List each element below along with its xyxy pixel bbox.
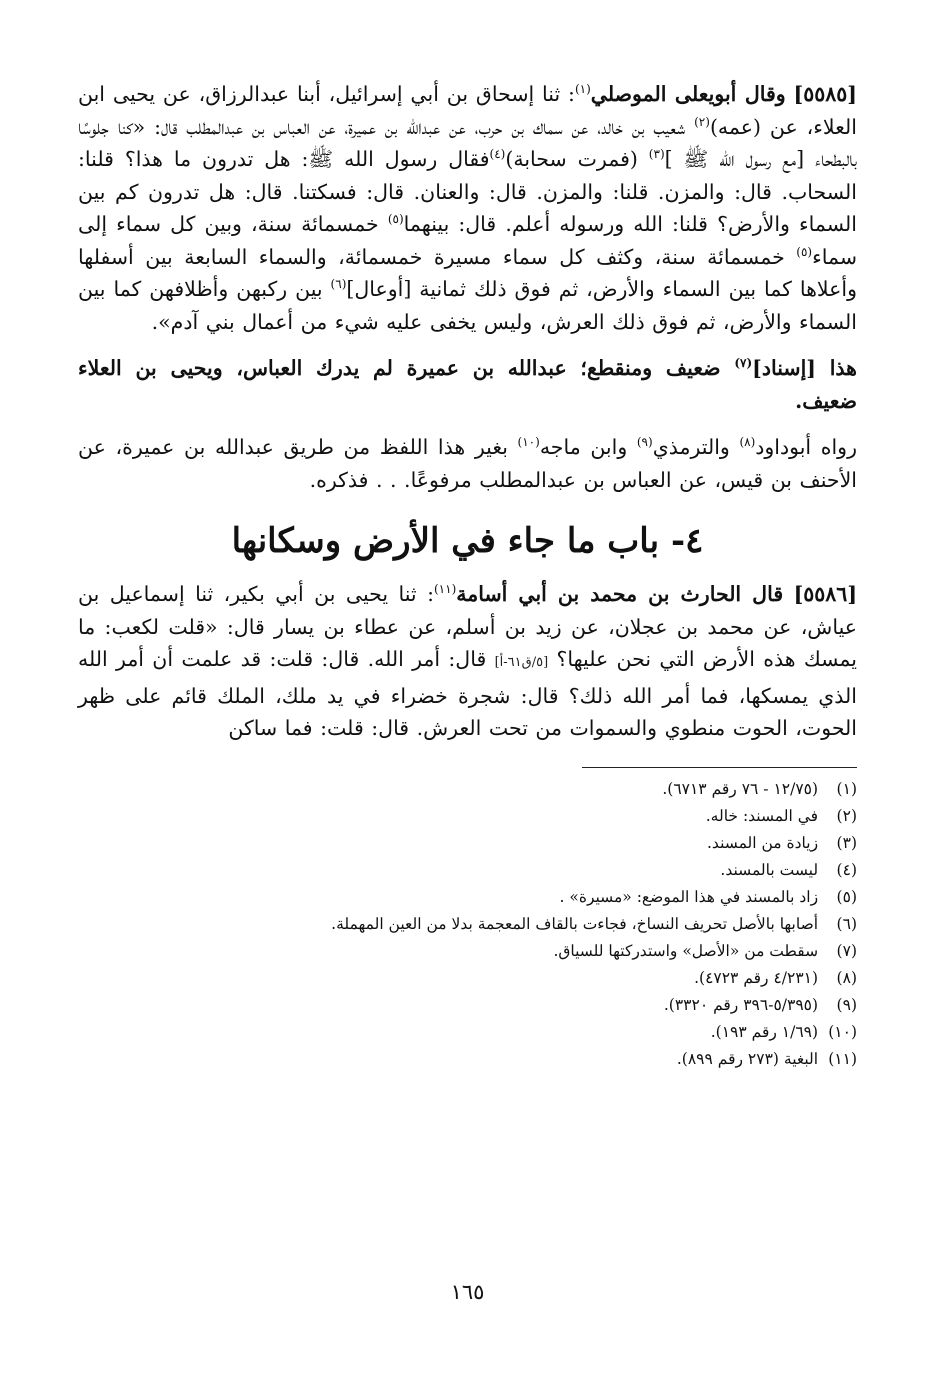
footnote-item: [78, 830, 857, 857]
footnote-ref[interactable]: (٥): [796, 244, 813, 259]
footnote-number: (١٠): [828, 1022, 857, 1041]
footnote-number: (٦): [836, 914, 857, 933]
footnote-item: [78, 911, 857, 938]
takhrij-text: بغير هذا اللفظ من طريق عبدالله بن عميرة، عن الأحنف بن قيس، عن العباس بن عبدالمطلب مرفوعًا. . . فذكره.: [78, 435, 857, 492]
footnote-ref[interactable]: (٣): [648, 147, 665, 162]
hadith-text: خمسمائة سنة، وكثف كل سماء مسيرة خمسمائة، والسماء السابعة بين أسفلها وأعلاها كما بين السماء والأرض، ثم فوق ذلك ثمانية [أوعال]: [78, 244, 857, 301]
takhrij-text: وابن ماجه: [539, 435, 637, 459]
footnote-text: في المسند: خاله.: [705, 806, 819, 825]
footnote-number: (٧): [836, 941, 857, 960]
footnote-text: زيادة من المسند.: [707, 833, 819, 852]
footnote-ref[interactable]: (٢): [694, 114, 710, 129]
takhrij-text: والترمذي: [652, 435, 740, 459]
narrator-lead: وقال أبويعلى الموصلي: [590, 82, 786, 106]
page-number: ١٦٥: [450, 1280, 485, 1304]
hadith-text: بين ركبهن وأظلافهن كما بين السماء والأرض، ثم فوق ذلك العرش، وليس يخفى عليه شيء من أعمال بني آدم».: [78, 277, 857, 334]
hadith-text: قال: أمر الله. قال: قلت: قد علمت أن أمر الله الذي يمسكها، فما أمر الله ذلك؟ قال: شجرة خضراء في يد ملك، الملك قائم على ظهر الحوت، الحوت منطوي والسموات من تحت العرش. قال: قلت: فما ساكن: [78, 647, 857, 740]
hadith-number: [٥٥٨٥]: [793, 82, 857, 106]
hadith-text: (فمرت سحابة): [505, 147, 649, 171]
footnotes-list: [78, 776, 857, 1073]
hadith-text: : ثنا يحيى بن أبي بكير، ثنا إسماعيل بن عياش، عن محمد بن عجلان، عن زيد بن أسلم، عن عطاء بن يسار قال: «قلت لكعب: ما يمسك هذه الأرض التي نحن عليها؟: [78, 582, 857, 671]
footnote-ref[interactable]: (٥): [387, 212, 404, 227]
assessment-text: هذا [إسناد]: [752, 356, 857, 380]
assessment-text: ضعيف ومنقطع؛ عبدالله بن عميرة لم يدرك العباس، ويحيى بن العلاء ضعيف.: [78, 356, 857, 413]
narrator-lead: قال الحارث بن محمد بن أبي أسامة: [456, 582, 784, 606]
footnote-number: (٤): [836, 860, 857, 879]
footnote-text: سقطت من «الأصل» واستدركتها للسياق.: [553, 941, 819, 960]
takhrij-text: رواه أبوداود: [755, 435, 857, 459]
footnote-text: زاد بالمسند في هذا الموضع: «مسيرة» .: [559, 887, 819, 906]
footnote-number: (٣): [836, 833, 857, 852]
footnote-item: [78, 1019, 857, 1046]
footnote-item: [78, 803, 857, 830]
footnote-number: (١١): [828, 1049, 857, 1068]
footnote-item: [78, 965, 857, 992]
footnote-text: ليست بالمسند.: [720, 860, 819, 879]
footnote-ref[interactable]: (١٠): [517, 435, 540, 450]
hadith-5585: [78, 78, 857, 338]
footnote-separator: [582, 767, 857, 768]
footnote-item: [78, 992, 857, 1019]
hadith-text: شعيب بن خالد، عن سماك بن حرب، عن عبدالله بن عميرة، عن العباس بن عبدالمطلب قال: «كنا جلوسًا بالبطحاء [مع رسول الله ﷺ ]: [78, 114, 857, 171]
footnote-text: البغية (٢٧٣ رقم ٨٩٩).: [676, 1049, 819, 1068]
chapter-heading: ٤- باب ما جاء في الأرض وسكانها: [231, 521, 704, 561]
footnote-ref[interactable]: (٦): [330, 277, 347, 292]
footnote-item: [78, 776, 857, 803]
footnote-item: [78, 857, 857, 884]
hadith-number: [٥٥٨٦]: [793, 582, 858, 606]
footnote-text: (١/٦٩ رقم ١٩٣).: [710, 1022, 819, 1041]
hadith-text: خمسمائة سنة، وبين كل سماء إلى سماء: [78, 212, 857, 269]
footnote-ref[interactable]: (٩): [636, 435, 653, 450]
footnote-text: (٤/٢٣١ رقم ٤٧٢٣).: [694, 968, 819, 987]
footnote-number: (٥): [836, 887, 857, 906]
footnote-number: (٢): [836, 806, 857, 825]
footnote-number: (١): [836, 779, 857, 798]
manuscript-folio-note: [٥/ق٦١-أ]: [494, 655, 549, 670]
hadith-text: : ثنا إسحاق بن أبي إسرائيل، أبنا عبدالرزاق، عن يحيى ابن العلاء، عن (عمه): [78, 82, 857, 139]
footnote-text: أصابها بالأصل تحريف النساخ، فجاءت بالقاف المعجمة بدلا من العين المهملة.: [331, 914, 819, 933]
footnote-number: (٩): [836, 995, 857, 1014]
isnad-assessment: [78, 352, 857, 417]
hadith-text: فقال رسول الله ﷺ: هل تدرون ما هذا؟ قلنا: السحاب. قال: والمزن. قلنا: والمزن. قال: والعنان. قال: فسكتنا. قال: هل تدرون كم بين السماء والأرض؟ قلنا: الله ورسوله أعلم. قال: بينهما: [78, 147, 857, 236]
footnote-text: (٥/٣٩٥-٣٩٦ رقم ٣٣٢٠).: [663, 995, 819, 1014]
footnote-text: (١٢/٧٥ - ٧٦ رقم ٦٧١٣).: [662, 779, 819, 798]
hadith-5586: [78, 578, 857, 745]
footnote-ref[interactable]: (٤): [489, 147, 506, 162]
footnote-ref[interactable]: (١١): [433, 582, 457, 597]
footnote-ref[interactable]: (١): [574, 82, 591, 97]
footnote-item: [78, 884, 857, 911]
footnote-number: (٨): [836, 968, 857, 987]
footnote-ref[interactable]: (٨): [739, 435, 756, 450]
footnote-ref[interactable]: (٧): [734, 356, 753, 371]
takhrij-paragraph: [78, 431, 857, 496]
footnote-item: [78, 938, 857, 965]
footnote-item: [78, 1046, 857, 1073]
